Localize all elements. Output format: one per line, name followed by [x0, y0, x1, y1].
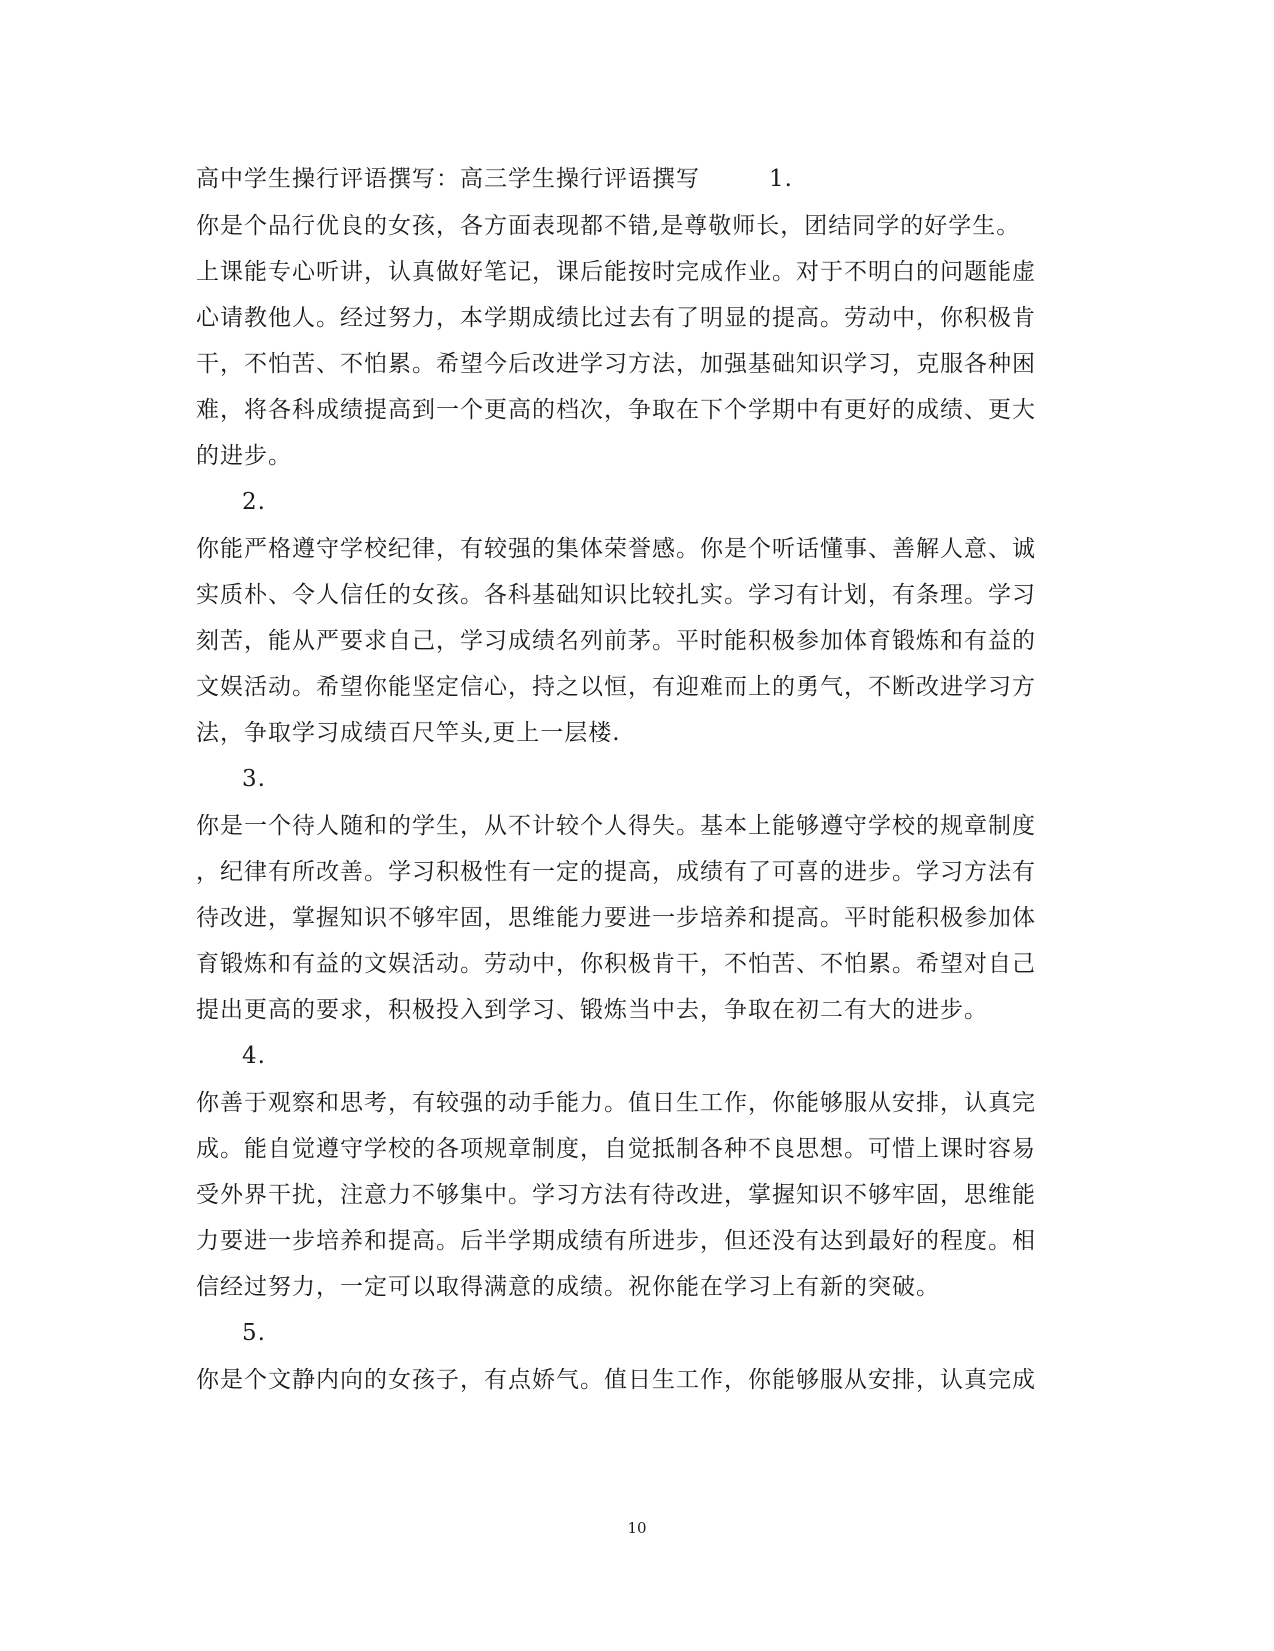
text-line: 你能严格遵守学校纪律，有较强的集体荣誉感。你是个听话懂事、善解人意、诚 — [196, 536, 1036, 562]
item-number-4: 4. — [242, 1043, 266, 1069]
text-line: 干，不怕苦、不怕累。希望今后改进学习方法，加强基础知识学习，克服各种困 — [196, 351, 1036, 377]
page-number: 10 — [627, 1519, 647, 1537]
text-line: 受外界干扰，注意力不够集中。学习方法有待改进，掌握知识不够牢固，思维能 — [196, 1182, 1036, 1208]
text-line: 你是个文静内向的女孩子，有点娇气。值日生工作，你能够服从安排，认真完成 — [196, 1367, 1036, 1393]
text-line: 信经过努力，一定可以取得满意的成绩。祝你能在学习上有新的突破。 — [196, 1274, 940, 1300]
text-line: 你是个品行优良的女孩，各方面表现都不错,是尊敬师长，团结同学的好学生。 — [196, 213, 1021, 239]
text-line: ，纪律有所改善。学习积极性有一定的提高，成绩有了可喜的进步。学习方法有 — [196, 859, 1036, 885]
text-line: 文娱活动。希望你能坚定信心，持之以恒，有迎难而上的勇气，不断改进学习方 — [196, 674, 1036, 700]
item-number-5: 5. — [242, 1320, 266, 1346]
text-line: 心请教他人。经过努力，本学期成绩比过去有了明显的提高。劳动中，你积极肯 — [196, 305, 1036, 331]
item-number-3: 3. — [242, 766, 266, 792]
text-line: 你善于观察和思考，有较强的动手能力。值日生工作，你能够服从安排，认真完 — [196, 1090, 1036, 1116]
text-line: 你是一个待人随和的学生，从不计较个人得失。基本上能够遵守学校的规章制度 — [196, 813, 1036, 839]
text-line: 成。能自觉遵守学校的各项规章制度，自觉抵制各种不良思想。可惜上课时容易 — [196, 1136, 1036, 1162]
text-line: 法，争取学习成绩百尺竿头,更上一层楼. — [196, 720, 621, 746]
text-line: 上课能专心听讲，认真做好笔记，课后能按时完成作业。对于不明白的问题能虚 — [196, 259, 1036, 285]
text-line: 难，将各科成绩提高到一个更高的档次，争取在下个学期中有更好的成绩、更大 — [196, 397, 1036, 423]
text-line: 待改进，掌握知识不够牢固，思维能力要进一步培养和提高。平时能积极参加体 — [196, 905, 1036, 931]
document-title: 高中学生操行评语撰写：高三学生操行评语撰写 — [196, 166, 700, 192]
text-line: 刻苦，能从严要求自己，学习成绩名列前茅。平时能积极参加体育锻炼和有益的 — [196, 628, 1036, 654]
item-number-1: 1. — [769, 166, 793, 192]
text-line: 育锻炼和有益的文娱活动。劳动中，你积极肯干，不怕苦、不怕累。希望对自己 — [196, 951, 1036, 977]
text-line: 提出更高的要求，积极投入到学习、锻炼当中去，争取在初二有大的进步。 — [196, 997, 988, 1023]
text-line: 的进步。 — [196, 443, 292, 469]
item-number-2: 2. — [242, 489, 266, 515]
text-line: 力要进一步培养和提高。后半学期成绩有所进步，但还没有达到最好的程度。相 — [196, 1228, 1036, 1254]
text-line: 实质朴、令人信任的女孩。各科基础知识比较扎实。学习有计划，有条理。学习 — [196, 582, 1036, 608]
